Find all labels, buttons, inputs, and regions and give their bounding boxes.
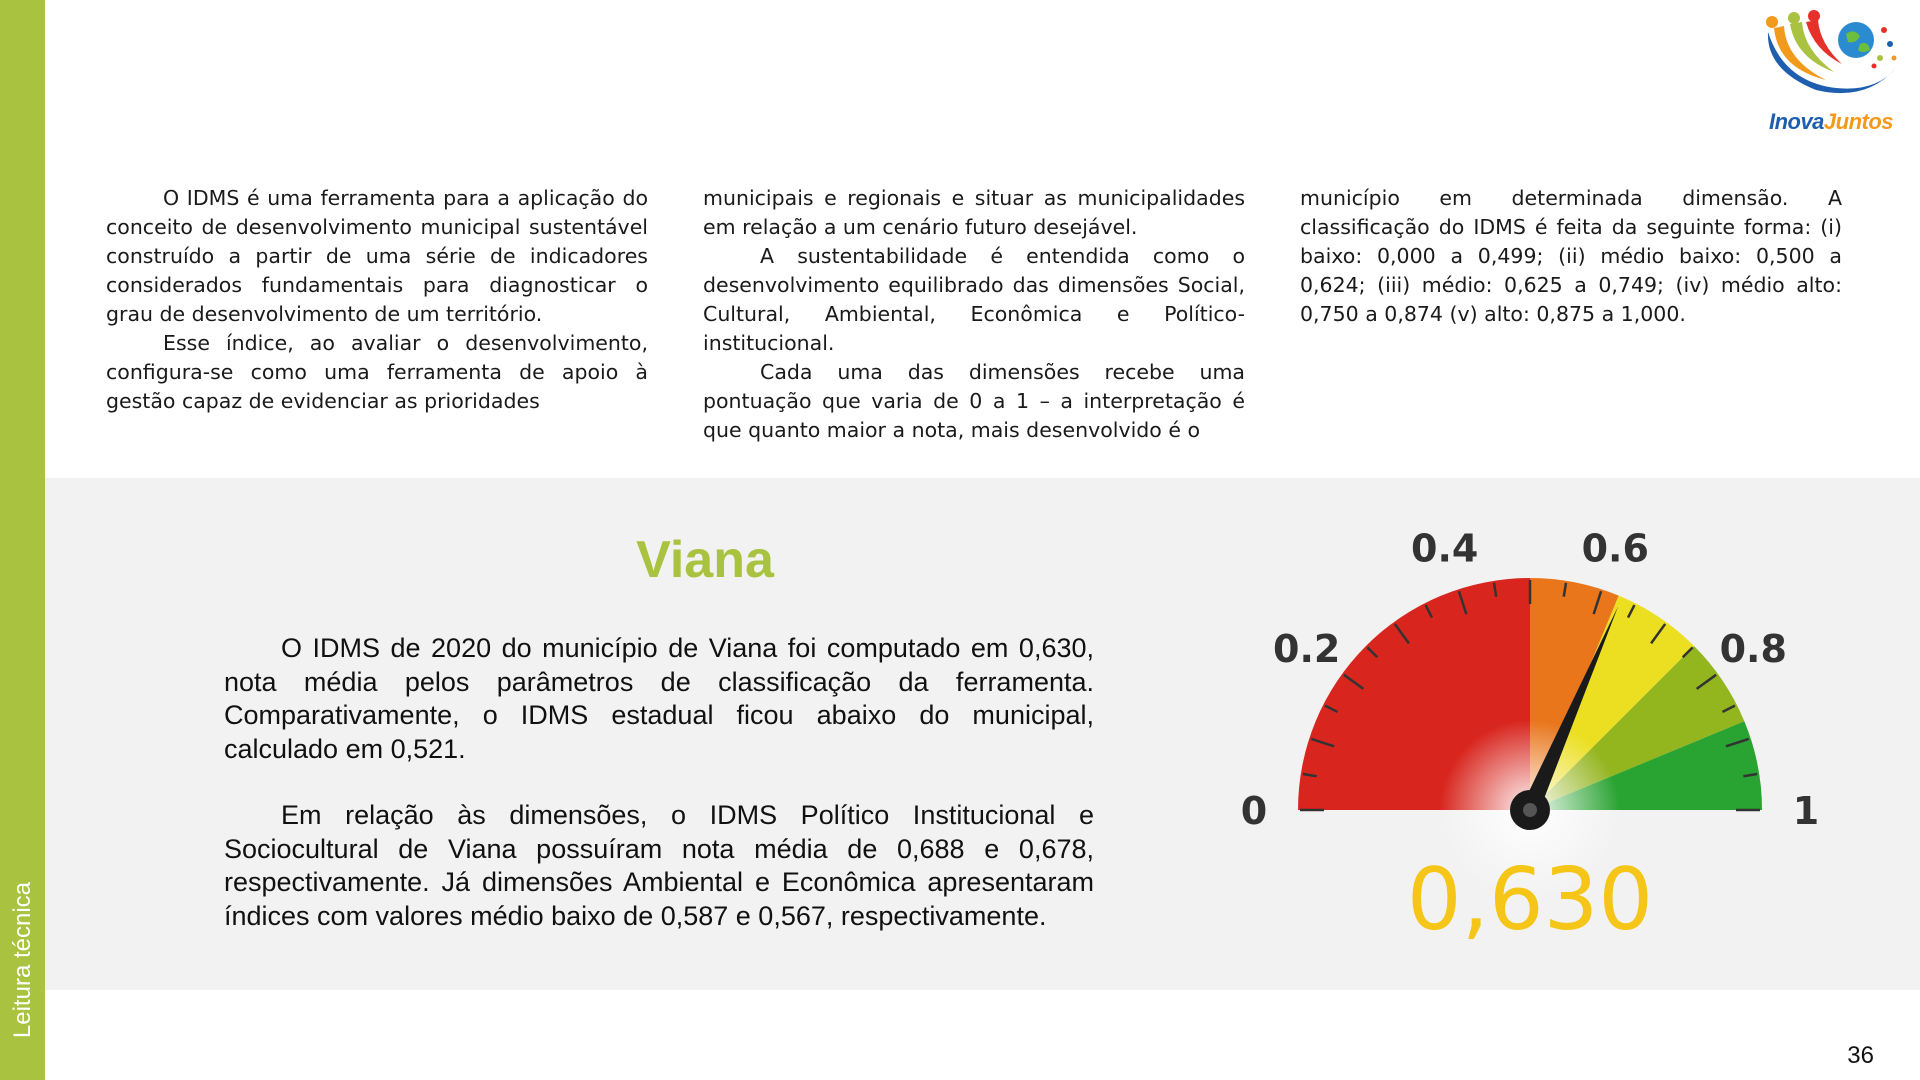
municipality-title: Viana — [636, 531, 774, 589]
logo-emblem-icon — [1756, 10, 1906, 110]
page-number: 36 — [1847, 1042, 1874, 1069]
idms-gauge — [1240, 520, 1820, 950]
gauge-value-label: 0,630 — [1406, 850, 1654, 950]
gauge-tick-label-5: 1 — [1792, 789, 1820, 833]
sidebar-label: Leitura técnica — [9, 881, 36, 1038]
column-2-paragraph-2: A sustentabilidade é entendida como o desenvolvimento equilibrado das dimensões Social, Cultural, Ambiental, Econômica e Político-institucional. — [703, 244, 1245, 355]
column-3-paragraph-1: município em determinada dimensão. A classificação do IDMS é feita da seguinte forma: (i) baixo: 0,000 a 0,499; (ii) médio baixo: 0,500 a 0,624; (iii) médio: 0,625 a 0,749; (iv) médio alto: 0,750 a 0,874 (v) alto: 0,875 a 1,000. — [1300, 186, 1842, 326]
column-2-paragraph-3: Cada uma das dimensões recebe uma pontuação que varia de 0 a 1 – a interpretação é que quanto maior a nota, mais desenvolvido é o — [703, 360, 1245, 442]
municipality-paragraph-2: Em relação às dimensões, o IDMS Político Institucional e Sociocultural de Viana possuíram nota média de 0,688 e 0,678, respectivamente. Já dimensões Ambiental e Econômica apresentaram índices com valores médio baixo de 0,587 e 0,567, respectivamente. — [224, 800, 1094, 931]
gauge-tick-label-0: 0 — [1240, 789, 1268, 833]
logo-wordmark-part2: Juntos — [1823, 109, 1894, 134]
intro-column-1 — [106, 184, 648, 416]
column-2-paragraph-1: municipais e regionais e situar as municipalidades em relação a um cenário futuro desejável. — [703, 186, 1245, 239]
gauge-tick-label-4: 0.8 — [1719, 626, 1787, 671]
logo-wordmark — [1756, 109, 1906, 135]
column-1-paragraph-2: Esse índice, ao avaliar o desenvolvimento, configura-se como uma ferramenta de apoio à gestão capaz de evidenciar as prioridades — [106, 331, 648, 413]
municipality-paragraph-1: O IDMS de 2020 do município de Viana foi computado em 0,630, nota média pelos parâmetros de classificação da ferramenta. Comparativamente, o IDMS estadual ficou abaixo do municipal, calculado em 0,521. — [224, 633, 1094, 764]
logo-wordmark-part1: Inova — [1768, 109, 1824, 134]
gauge-tick-label-2: 0.4 — [1411, 526, 1479, 571]
intro-column-3 — [1300, 184, 1842, 329]
sidebar — [0, 0, 45, 1080]
inova-juntos-logo — [1756, 10, 1906, 135]
sidebar-label-box — [8, 778, 38, 1038]
gauge-tick-label-3: 0.6 — [1581, 526, 1649, 571]
gauge-tick-label-1: 0.2 — [1273, 626, 1341, 671]
municipality-text — [224, 632, 1094, 933]
column-1-paragraph-1: O IDMS é uma ferramenta para a aplicação do conceito de desenvolvimento municipal sustentável construído a partir de uma série de indicadores considerados fundamentais para diagnosticar o grau de desenvolvimento de um território. — [106, 186, 648, 326]
gauge-hub-center — [1523, 803, 1537, 817]
intro-column-2 — [703, 184, 1245, 445]
